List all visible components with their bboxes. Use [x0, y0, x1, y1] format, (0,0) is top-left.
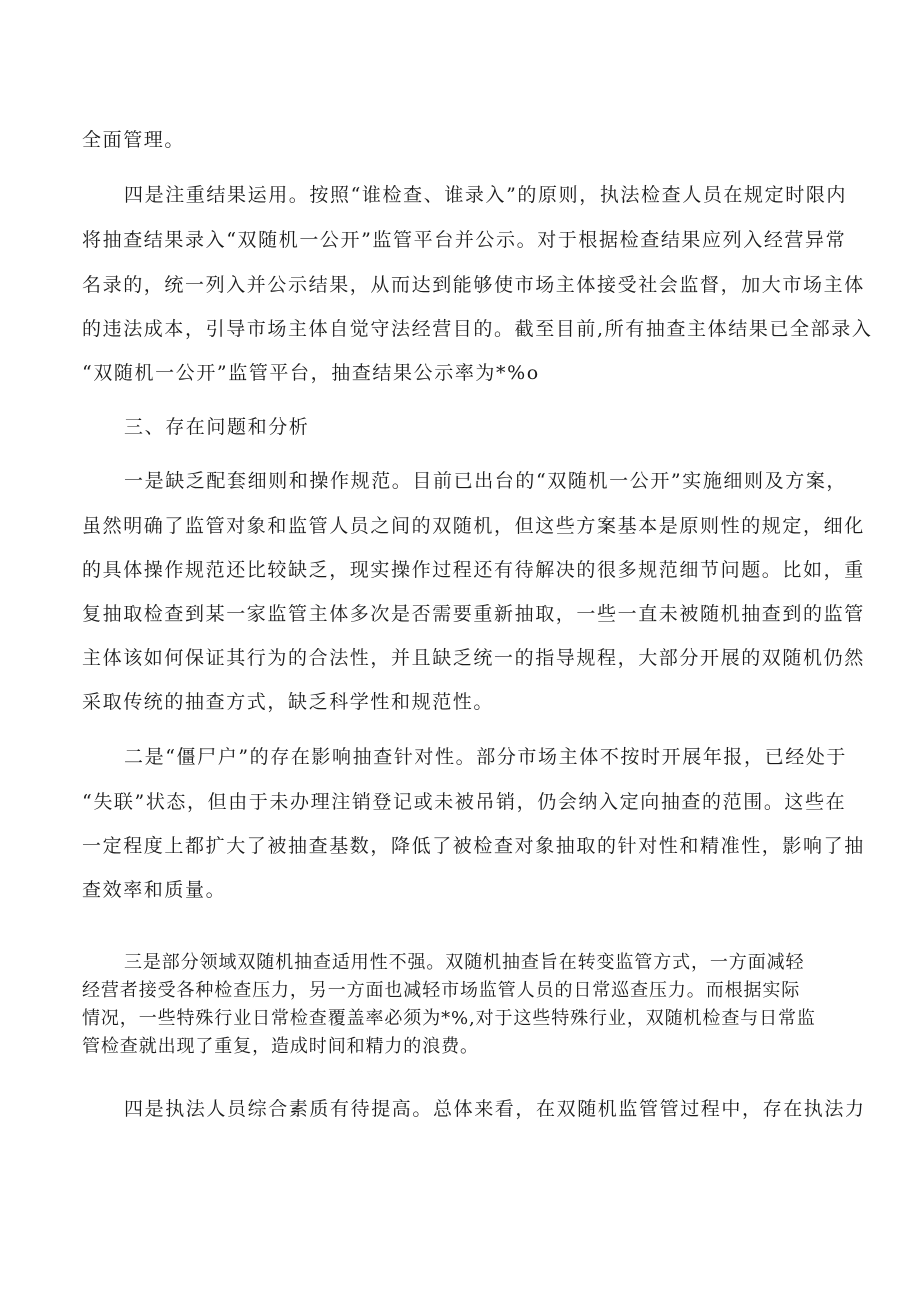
paragraph-line: “失联”状态，但由于未办理注销登记或未被吊销，仍会纳入定向抽查的范围。这些在	[82, 791, 847, 813]
paragraph-line: 的具体操作规范还比较缺乏，现实操作过程还有待解决的很多规范细节问题。比如，重	[82, 559, 865, 581]
paragraph-line: 管检查就出现了重复，造成时间和精力的浪费。	[82, 1036, 479, 1057]
paragraph-line: 虽然明确了监管对象和监管人员之间的双随机，但这些方案基本是原则性的规定，细化	[82, 515, 865, 537]
paragraph-line: 复抽取检查到某一家监管主体多次是否需要重新抽取，一些一直未被随机抽查到的监管	[82, 603, 865, 625]
section-heading: 三、存在问题和分析	[124, 416, 310, 438]
paragraph-line: “双随机一公开”监管平台，抽查结果公示率为*%o	[82, 362, 540, 384]
paragraph-line: 全面管理。	[82, 129, 186, 151]
paragraph-line: 一定程度上都扩大了被抽查基数，降低了被检查对象抽取的针对性和精准性，影响了抽	[82, 835, 865, 857]
paragraph-line: 三是部分领域双随机抽查适用性不强。双随机抽查旨在转变监管方式，一方面减轻	[124, 952, 805, 973]
paragraph-line: 将抽查结果录入“双随机一公开”监管平台并公示。对于根据检查结果应列入经营异常	[82, 229, 847, 251]
paragraph-line: 的违法成本，引导市场主体自觉守法经营目的。截至目前,所有抽查主体结果已全部录入	[82, 318, 873, 340]
paragraph-line: 经营者接受各种检查压力，另一方面也减轻市场监管人员的日常巡查压力。而根据实际	[82, 980, 801, 1001]
paragraph-line: 查效率和质量。	[82, 879, 227, 901]
paragraph-line: 一是缺乏配套细则和操作规范。目前已出台的“双随机一公开”实施细则及方案，	[124, 470, 848, 492]
paragraph-line: 名录的，统一列入并公示结果，从而达到能够使市场主体接受社会监督，加大市场主体	[82, 274, 865, 296]
paragraph-line: 情况，一些特殊行业日常检查覆盖率必须为*%,对于这些特殊行业，双随机检查与日常监	[82, 1008, 816, 1029]
paragraph-line: 采取传统的抽查方式，缺乏科学性和规范性。	[82, 691, 495, 713]
paragraph-line: 四是注重结果运用。按照“谁检查、谁录入”的原则，执法检查人员在规定时限内	[124, 184, 848, 206]
paragraph-line: 四是执法人员综合素质有待提高。总体来看，在双随机监管管过程中，存在执法力	[124, 1098, 866, 1120]
paragraph-line: 主体该如何保证其行为的合法性，并且缺乏统一的指导规程，大部分开展的双随机仍然	[82, 647, 865, 669]
paragraph-line: 二是“僵尸户”的存在影响抽查针对性。部分市场主体不按时开展年报，已经处于	[124, 746, 848, 768]
